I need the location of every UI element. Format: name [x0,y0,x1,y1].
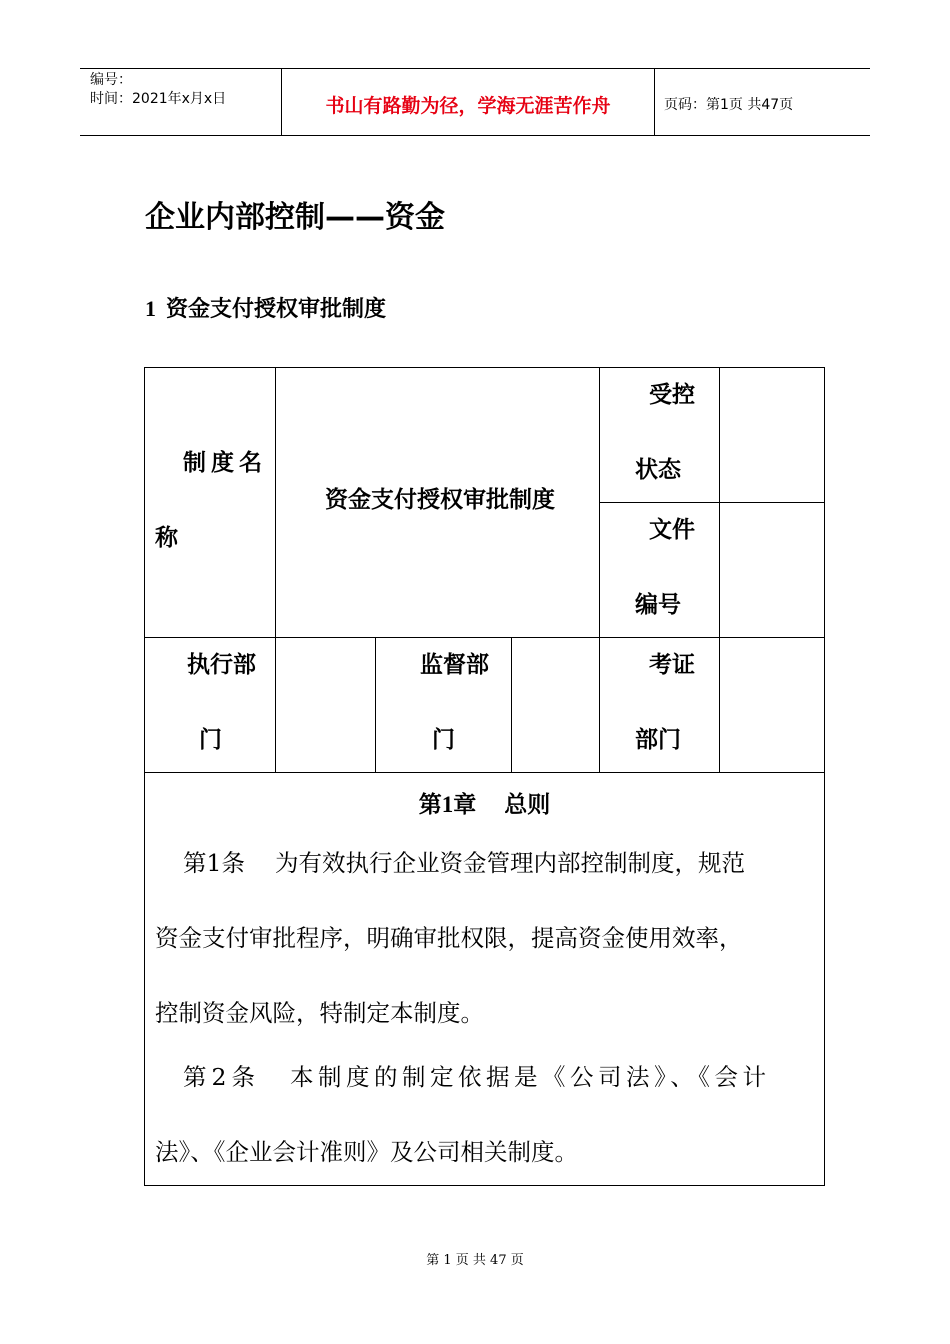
article-line: 控制资金风险，特制定本制度。 [155,999,484,1027]
policy-name-label: 制度名 [183,450,267,476]
article-line: 资金支付审批程序，明确审批权限，提高资金使用效率， [155,924,743,952]
section-heading [145,292,386,323]
table-grid-line [719,368,720,772]
page-header [80,68,870,136]
assessing-dept-label-cont: 部门 [635,727,681,753]
chapter-title: 总则 [504,792,551,818]
assessing-dept-label: 考证 [649,652,695,678]
chapter-prefix: 第 [418,792,442,818]
header-page-info: 页码：第1页 共47页 [664,97,794,113]
table-grid-line [599,502,825,503]
article-line: 法》、《企业会计准则》及公司相关制度。 [155,1138,578,1166]
table-grid-line [145,637,825,638]
section-number: 1 [145,296,156,321]
document-title: 企业内部控制——资金 [145,200,445,235]
chapter-number: 1 [441,792,454,817]
policy-name-value: 资金支付授权审批制度 [325,487,555,513]
article-number: 第2条 [183,1063,260,1091]
header-motto: 书山有路勤为径，学海无涯苦作舟 [282,69,655,135]
controlled-status-label-cont: 状态 [635,457,681,483]
article-text: 为有效执行企业资金管理内部控制制度，规范 [274,849,745,877]
policy-form-table [144,367,825,1186]
supervising-dept-label-cont: 门 [432,727,455,753]
header-code-label: 编号： [90,72,132,88]
article-line [183,1063,771,1091]
executing-dept-label-cont: 门 [199,727,222,753]
policy-name-label-cont: 称 [155,525,178,551]
file-number-label: 文件 [649,517,695,543]
table-grid-line [145,772,825,773]
table-grid-line [375,637,376,772]
article-line [183,849,745,877]
header-date: 时间：2021年x月x日 [90,91,227,107]
section-title: 资金支付授权审批制度 [166,297,387,322]
table-grid-line [599,368,600,772]
executing-dept-label: 执行部 [187,652,256,678]
table-grid-line [275,368,276,772]
page-footer: 第 1 页 共 47 页 [426,1253,524,1268]
supervising-dept-label: 监督部 [420,652,489,678]
chapter-suffix: 章 [453,792,477,818]
table-grid-line [511,637,512,772]
chapter-heading [145,786,824,819]
controlled-status-label: 受控 [649,382,695,408]
header-left-cell [80,69,282,135]
article-number: 第1条 [183,849,245,877]
article-text: 本制度的制定依据是《公司法》、《会计 [289,1063,771,1091]
file-number-label-cont: 编号 [635,592,681,618]
